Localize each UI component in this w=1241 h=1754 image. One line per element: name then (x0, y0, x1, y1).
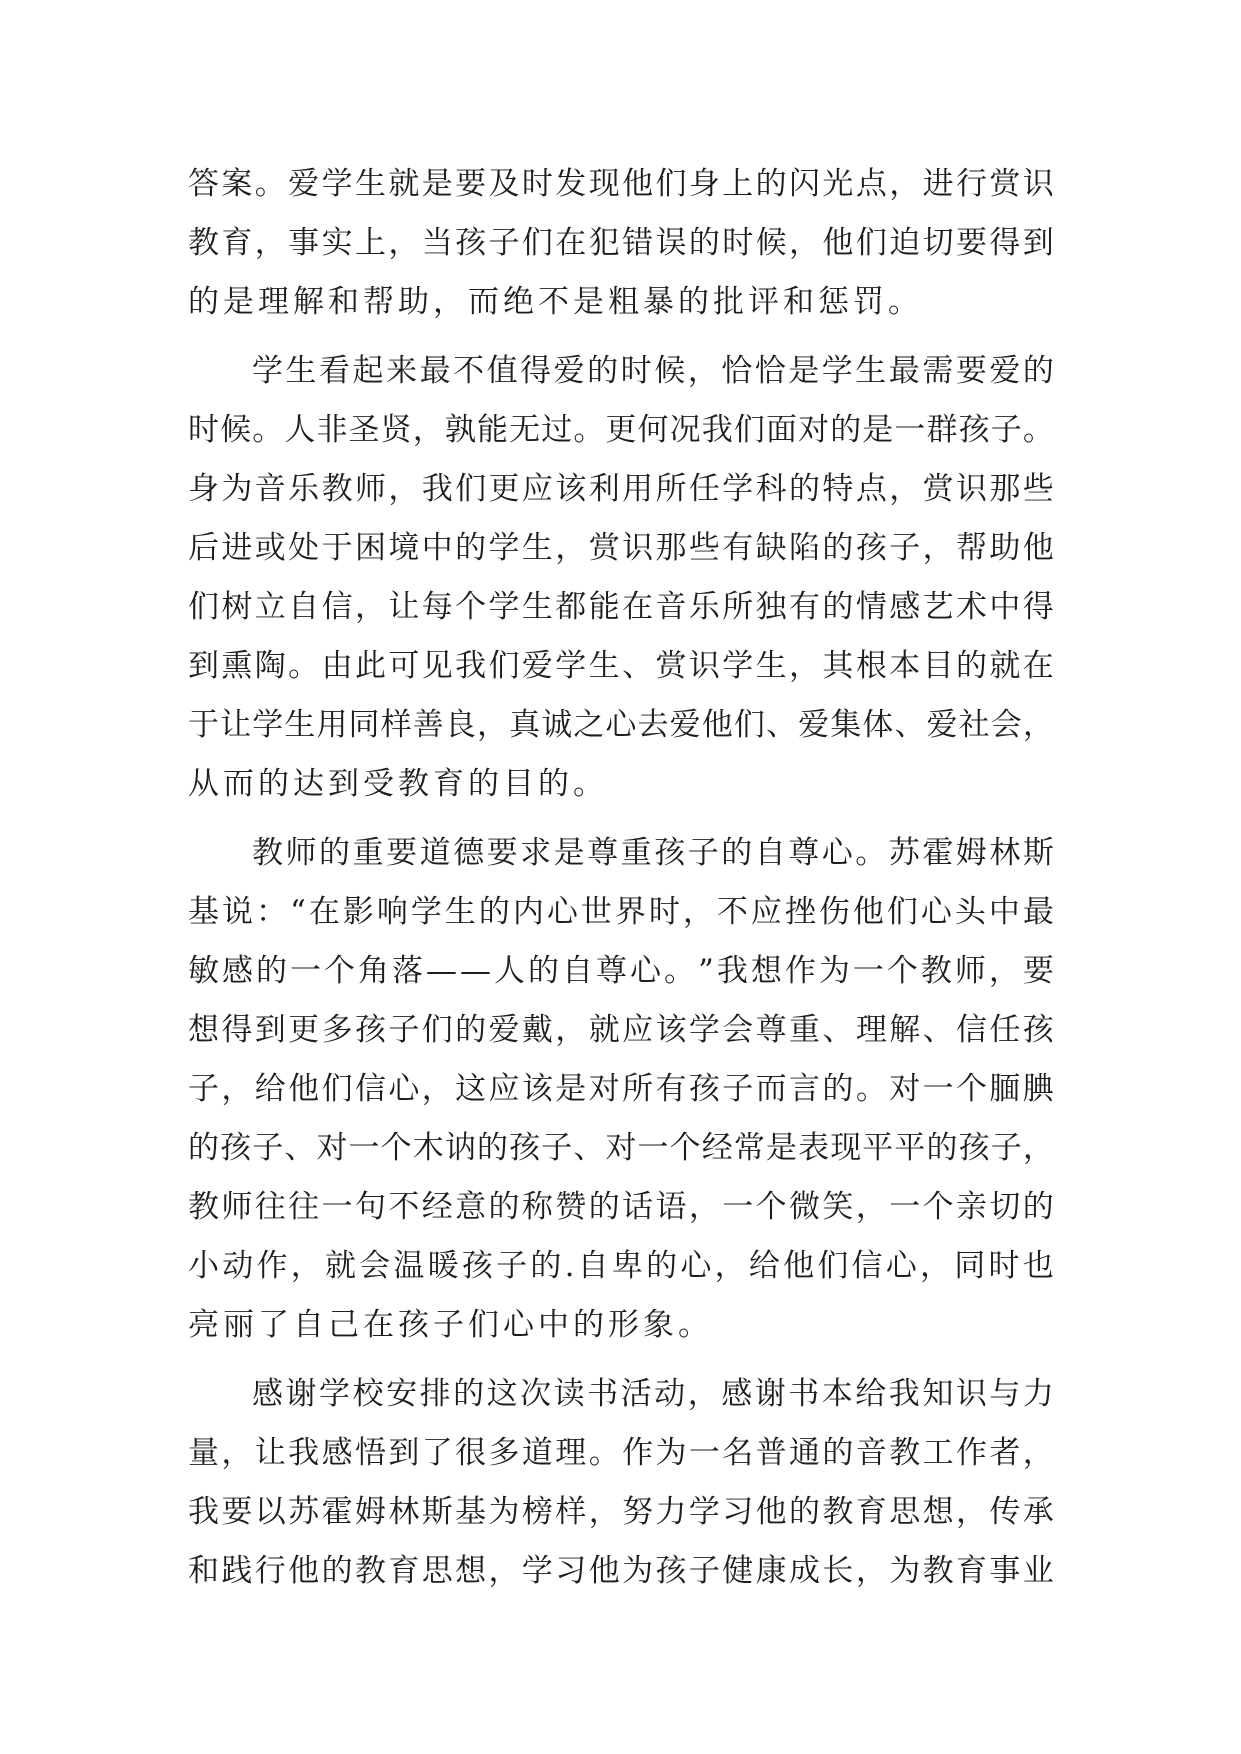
document-body (188, 155, 1054, 1601)
text-line: 学 生 看 起 来 最 不 值 得 爱 的 时 候 ， 恰 恰 是 学 生 最 需 要 爱 的 (252, 353, 1054, 389)
paragraph-gap (188, 814, 1054, 824)
text-line: 小 动 作 ， 就 会 温 暖 孩 子 的 . 自 卑 的 心 ， 给 他 们 信 心 ， 同 时 也 (188, 1248, 1054, 1284)
text-line: 想 得 到 更 多 孩 子 们 的 爱 戴 ， 就 应 该 学 会 尊 重 、 理 解 、 信 任 孩 (188, 1012, 1054, 1048)
paragraph (188, 1365, 1054, 1601)
text-line: 身 为 音 乐 教 师 ， 我 们 更 应 该 利 用 所 任 学 科 的 特 点 ， 赏 识 那 些 (188, 471, 1054, 507)
text-line: 亮丽了自己在孩子们心中的形象。 (188, 1307, 713, 1343)
paragraph (188, 824, 1054, 1355)
paragraph-gap (188, 332, 1054, 342)
text-line: 们 树 立 自 信 ， 让 每 个 学 生 都 能 在 音 乐 所 独 有 的 情 感 艺 术 中 得 (188, 589, 1054, 625)
text-line: 教 育 ， 事 实 上 ， 当 孩 子 们 在 犯 错 误 的 时 候 ， 他 们 迫 切 要 得 到 (188, 225, 1054, 261)
text-line: 教 师 的 重 要 道 德 要 求 是 尊 重 孩 子 的 自 尊 心 。 苏 霍 姆 林 斯 (252, 835, 1054, 871)
text-line: 感 谢 学 校 安 排 的 这 次 读 书 活 动 ， 感 谢 书 本 给 我 知 识 与 力 (252, 1376, 1054, 1412)
paragraph (188, 342, 1054, 814)
text-line: 的 孩 子 、 对 一 个 木 讷 的 孩 子 、 对 一 个 经 常 是 表 现 平 平 的 孩 子 ， (188, 1130, 1054, 1166)
text-line: 我 要 以 苏 霍 姆 林 斯 基 为 榜 样 ， 努 力 学 习 他 的 教 育 思 想 ， 传 承 (188, 1494, 1054, 1530)
text-line: 和 践 行 他 的 教 育 思 想 ， 学 习 他 为 孩 子 健 康 成 长 ， 为 教 育 事 业 (188, 1553, 1054, 1589)
text-line: 从而的达到受教育的目的。 (188, 766, 608, 802)
paragraph-gap (188, 1355, 1054, 1365)
paragraph (188, 155, 1054, 332)
text-line: 基 说 ： “ 在 影 响 学 生 的 内 心 世 界 时 ， 不 应 挫 伤 他 们 心 头 中 最 (188, 894, 1054, 930)
text-line: 到 熏 陶 。 由 此 可 见 我 们 爱 学 生 、 赏 识 学 生 ， 其 根 本 目 的 就 在 (188, 648, 1054, 684)
text-line: 答 案 。 爱 学 生 就 是 要 及 时 发 现 他 们 身 上 的 闪 光 点 ， 进 行 赏 识 (188, 166, 1054, 202)
text-line: 时 候 。 人 非 圣 贤 ， 孰 能 无 过 。 更 何 况 我 们 面 对 的 是 一 群 孩 子 。 (188, 412, 1054, 448)
text-line: 后 进 或 处 于 困 境 中 的 学 生 ， 赏 识 那 些 有 缺 陷 的 孩 子 ， 帮 助 他 (188, 530, 1054, 566)
text-line: 量 ， 让 我 感 悟 到 了 很 多 道 理 。 作 为 一 名 普 通 的 音 教 工 作 者 ， (188, 1435, 1054, 1471)
text-line: 子 ， 给 他 们 信 心 ， 这 应 该 是 对 所 有 孩 子 而 言 的 。 对 一 个 腼 腆 (188, 1071, 1054, 1107)
text-line: 敏 感 的 一 个 角 落 — — 人 的 自 尊 心 。 ” 我 想 作 为 一 个 教 师 ， 要 (188, 953, 1054, 989)
text-line: 于 让 学 生 用 同 样 善 良 ， 真 诚 之 心 去 爱 他 们 、 爱 集 体 、 爱 社 会 ， (188, 707, 1054, 743)
text-line: 教 师 往 往 一 句 不 经 意 的 称 赞 的 话 语 ， 一 个 微 笑 ， 一 个 亲 切 的 (188, 1189, 1054, 1225)
text-line: 的是理解和帮助，而绝不是粗暴的批评和惩罚。 (188, 284, 923, 320)
